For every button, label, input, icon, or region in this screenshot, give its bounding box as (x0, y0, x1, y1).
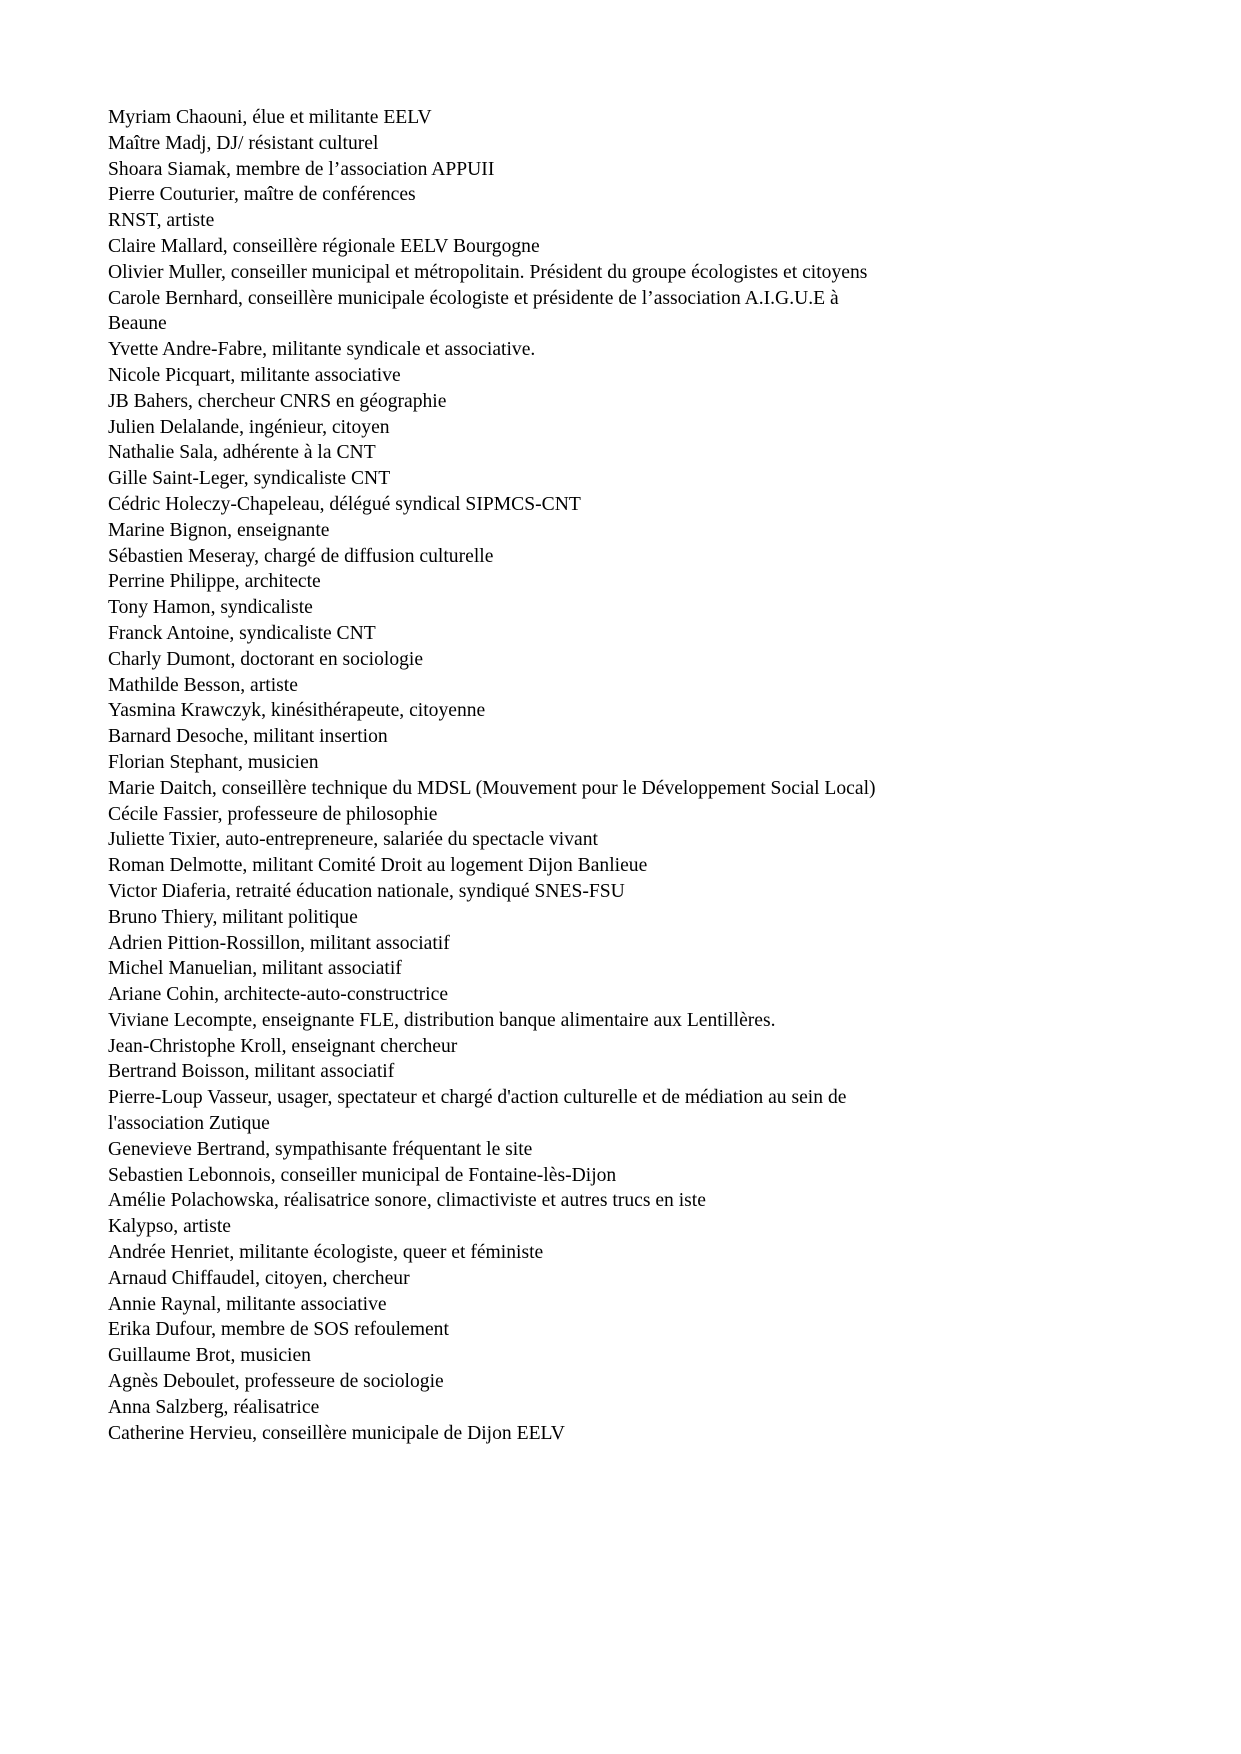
signatory-line: RNST, artiste (108, 210, 215, 232)
signatory-line: JB Bahers, chercheur CNRS en géographie (108, 390, 447, 412)
signatory-line: Nathalie Sala, adhérente à la CNT (108, 442, 376, 464)
signatory-line: Cécile Fassier, professeure de philosophie (108, 803, 438, 825)
signatory-line: Mathilde Besson, artiste (108, 674, 298, 696)
signatory-line: Julien Delalande, ingénieur, citoyen (108, 416, 390, 438)
signatory-line: Yvette Andre-Fabre, militante syndicale et associative. (108, 339, 536, 361)
signatory-line: Jean-Christophe Kroll, enseignant chercheur (108, 1035, 458, 1057)
signatory-line: Amélie Polachowska, réalisatrice sonore, climactiviste et autres trucs en iste (108, 1190, 706, 1212)
signatory-line: Sébastien Meseray, chargé de diffusion culturelle (108, 545, 494, 567)
signatory-line: Cédric Holeczy-Chapeleau, délégué syndical SIPMCS-CNT (108, 493, 581, 515)
signatory-line: Genevieve Bertrand, sympathisante fréquentant le site (108, 1138, 533, 1160)
signatory-line: Nicole Picquart, militante associative (108, 364, 401, 386)
signatory-line: Pierre Couturier, maître de conférences (108, 184, 416, 206)
signatory-line: Arnaud Chiffaudel, citoyen, chercheur (108, 1267, 410, 1289)
signatory-line: Ariane Cohin, architecte-auto-constructrice (108, 984, 449, 1006)
signatory-list (108, 105, 1135, 1446)
signatory-line: Marie Daitch, conseillère technique du MDSL (Mouvement pour le Développement Social Local) (108, 777, 876, 799)
signatory-line: Michel Manuelian, militant associatif (108, 958, 402, 980)
signatory-line: Carole Bernhard, conseillère municipale écologiste et présidente de l’association A.I.G.U.E à (108, 287, 839, 309)
signatory-line: Perrine Philippe, architecte (108, 571, 321, 593)
signatory-line: Viviane Lecompte, enseignante FLE, distribution banque alimentaire aux Lentillères. (108, 1009, 776, 1031)
signatory-line: Pierre-Loup Vasseur, usager, spectateur et chargé d'action culturelle et de médiation au sein de (108, 1087, 847, 1109)
signatory-line: Franck Antoine, syndicaliste CNT (108, 622, 376, 644)
signatory-line: Charly Dumont, doctorant en sociologie (108, 648, 424, 670)
signatory-line: Shoara Siamak, membre de l’association APPUII (108, 158, 495, 180)
signatory-line: Erika Dufour, membre de SOS refoulement (108, 1319, 449, 1341)
signatory-line: Adrien Pittion-Rossillon, militant associatif (108, 932, 450, 954)
signatory-line: Marine Bignon, enseignante (108, 519, 330, 541)
signatory-line: Bruno Thiery, militant politique (108, 906, 358, 928)
signatory-line: Claire Mallard, conseillère régionale EELV Bourgogne (108, 235, 540, 257)
signatory-line: Florian Stephant, musicien (108, 751, 319, 773)
signatory-line: Myriam Chaouni, élue et militante EELV (108, 107, 432, 128)
signatory-line: Victor Diaferia, retraité éducation nationale, syndiqué SNES-FSU (108, 880, 625, 902)
signatory-line: Barnard Desoche, militant insertion (108, 726, 388, 748)
signatory-line: Catherine Hervieu, conseillère municipale de Dijon EELV (108, 1422, 565, 1444)
signatory-line: Bertrand Boisson, militant associatif (108, 1061, 395, 1083)
signatory-line: Maître Madj, DJ/ résistant culturel (108, 132, 379, 154)
signatory-line: Kalypso, artiste (108, 1216, 231, 1238)
signatory-line: l'association Zutique (108, 1113, 270, 1135)
signatory-line: Guillaume Brot, musicien (108, 1345, 311, 1367)
signatory-line: Yasmina Krawczyk, kinésithérapeute, citoyenne (108, 700, 486, 722)
signatory-line: Roman Delmotte, militant Comité Droit au logement Dijon Banlieue (108, 855, 648, 877)
signatory-line: Tony Hamon, syndicaliste (108, 597, 313, 619)
signatory-line: Sebastien Lebonnois, conseiller municipal de Fontaine-lès-Dijon (108, 1164, 617, 1186)
signatory-line: Agnès Deboulet, professeure de sociologie (108, 1371, 444, 1393)
signatory-line: Olivier Muller, conseiller municipal et métropolitain. Président du groupe écologistes et citoyens (108, 261, 868, 283)
signatory-line: Gille Saint-Leger, syndicaliste CNT (108, 468, 391, 490)
signatory-line: Andrée Henriet, militante écologiste, queer et féministe (108, 1242, 544, 1264)
signatory-line: Anna Salzberg, réalisatrice (108, 1396, 320, 1418)
signatory-line: Juliette Tixier, auto-entrepreneure, salariée du spectacle vivant (108, 829, 598, 851)
signatory-line: Annie Raynal, militante associative (108, 1293, 387, 1315)
signatory-line: Beaune (108, 313, 167, 335)
